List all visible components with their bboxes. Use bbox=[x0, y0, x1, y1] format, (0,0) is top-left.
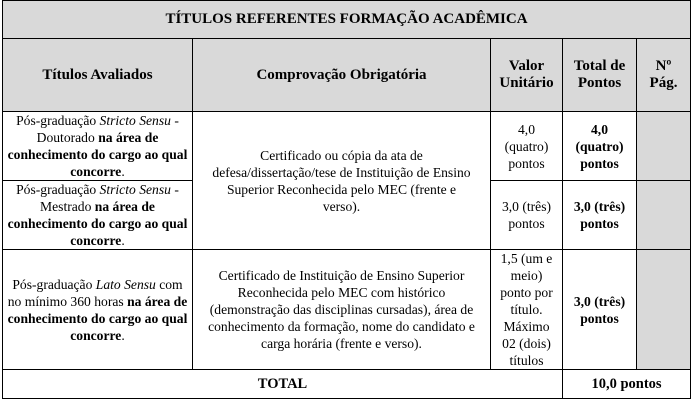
pagina-doutorado bbox=[637, 112, 691, 181]
pagina-lato-sensu bbox=[637, 250, 691, 370]
table-row bbox=[3, 112, 691, 181]
comprovacao-lato-sensu: Certificado de Instituição de Ensino Superior Reconhecida pelo MEC com histórico (demonstração das disciplinas cursadas), área de conhecimento da formação, nome do candidato e carga horária (frente e verso). bbox=[193, 250, 491, 370]
header-total-de-pontos: Total de Pontos bbox=[563, 39, 637, 112]
comprovacao-stricto-sensu: Certificado ou cópia da ata de defesa/dissertação/tese de Instituição de Ensino Superior Reconhecida pelo MEC (frente e verso). bbox=[193, 112, 491, 250]
valor-unitario-doutorado: 4,0 (quatro) pontos bbox=[491, 112, 563, 181]
titulos-table bbox=[2, 0, 691, 399]
valor-unitario-lato-sensu: 1,5 (um e meio) ponto por título. Máximo 02 (dois) títulos bbox=[491, 250, 563, 370]
table-title: TÍTULOS REFERENTES FORMAÇÃO ACADÊMICA bbox=[3, 1, 691, 39]
table-title-row bbox=[3, 1, 691, 39]
header-row bbox=[3, 39, 691, 112]
header-comprovacao-obrigatoria: Comprovação Obrigatória bbox=[193, 39, 491, 112]
total-label: TOTAL bbox=[3, 370, 563, 399]
total-pontos-mestrado: 3,0 (três) pontos bbox=[563, 181, 637, 250]
valor-unitario-mestrado: 3,0 (três) pontos bbox=[491, 181, 563, 250]
titulo-mestrado: Pós-graduação Stricto Sensu - Mestrado na área de conhecimento do cargo ao qual concorre. bbox=[3, 181, 193, 250]
pagina-mestrado bbox=[637, 181, 691, 250]
header-numero-pagina: Nº Pág. bbox=[637, 39, 691, 112]
total-pontos-doutorado: 4,0 (quatro) pontos bbox=[563, 112, 637, 181]
header-valor-unitario: Valor Unitário bbox=[491, 39, 563, 112]
titulo-doutorado: Pós-graduação Stricto Sensu - Doutorado na área de conhecimento do cargo ao qual concorre. bbox=[3, 112, 193, 181]
titulo-lato-sensu: Pós-graduação Lato Sensu com no mínimo 360 horas na área de conhecimento do cargo ao qual concorre. bbox=[3, 250, 193, 370]
header-titulos-avaliados: Títulos Avaliados bbox=[3, 39, 193, 112]
total-pontos-lato-sensu: 3,0 (três) pontos bbox=[563, 250, 637, 370]
table-row bbox=[3, 250, 691, 370]
total-row bbox=[3, 370, 691, 399]
total-value: 10,0 pontos bbox=[563, 370, 691, 399]
